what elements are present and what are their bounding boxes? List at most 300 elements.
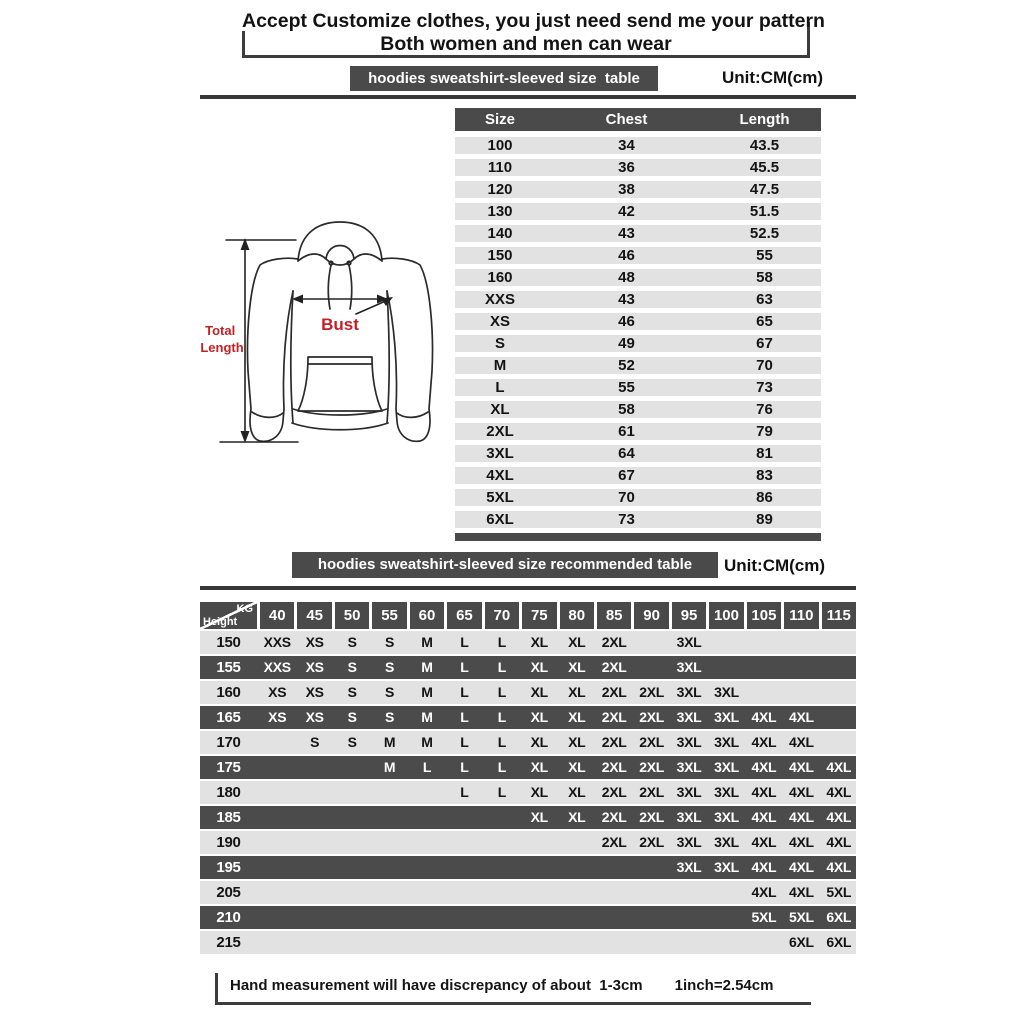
rec-size-cell xyxy=(260,881,294,904)
weight-header-cell: 100 xyxy=(709,602,743,629)
size-table-row xyxy=(455,445,821,462)
rec-size-cell xyxy=(560,856,594,879)
rec-table-row xyxy=(200,731,856,754)
rec-size-cell xyxy=(410,856,444,879)
size-table-cell: 34 xyxy=(618,137,635,154)
size-table-cell: 140 xyxy=(487,225,513,242)
rec-size-cell: XL xyxy=(568,684,586,700)
size-table-cell: 61 xyxy=(618,423,635,440)
rec-size-cell xyxy=(335,906,369,929)
rec-size-cell xyxy=(784,656,818,679)
weight-header-cell: 105 xyxy=(747,602,781,629)
rec-size-cell xyxy=(709,906,743,929)
rec-size-cell: XXS xyxy=(263,634,291,650)
size-table-cell: XS xyxy=(489,313,510,330)
rec-size-cell xyxy=(297,906,331,929)
total-length-label-line2: Length xyxy=(200,340,244,355)
size-table-cell: 43.5 xyxy=(749,137,780,154)
rec-size-cell xyxy=(372,781,406,804)
rec-height-cell: 195 xyxy=(216,859,241,876)
rec-table xyxy=(200,602,856,956)
rec-size-cell xyxy=(410,931,444,954)
rec-size-cell xyxy=(410,906,444,929)
rec-size-cell: XL xyxy=(568,809,586,825)
size-table-cell: 47.5 xyxy=(749,181,780,198)
size-table-cell: 42 xyxy=(618,203,635,220)
rec-size-cell: L xyxy=(497,734,506,750)
rec-table-row xyxy=(200,631,856,654)
size-table-cell: 5XL xyxy=(486,489,514,506)
total-length-label-line1: Total xyxy=(205,323,236,338)
size-table-cell: XXS xyxy=(484,291,515,308)
rec-size-cell: XL xyxy=(568,734,586,750)
rec-table-row xyxy=(200,781,856,804)
rec-height-cell: 175 xyxy=(216,759,241,776)
rec-size-cell: 3XL xyxy=(714,834,739,850)
rec-size-cell xyxy=(447,881,481,904)
size-table-cell: 43 xyxy=(618,291,635,308)
rec-size-cell: 3XL xyxy=(714,709,739,725)
rec-table-row xyxy=(200,806,856,829)
rec-size-cell: 3XL xyxy=(676,659,702,675)
rec-size-cell xyxy=(634,631,668,654)
rec-size-cell: 2XL xyxy=(601,734,627,750)
rec-size-cell: 6XL xyxy=(826,934,852,950)
rec-size-cell: 4XL xyxy=(788,834,814,850)
rec-size-cell: 2XL xyxy=(601,759,627,775)
rec-table-header xyxy=(200,602,856,629)
size-table-cell: 100 xyxy=(487,137,513,154)
rec-table-row xyxy=(200,881,856,904)
rec-size-cell xyxy=(597,906,631,929)
rec-size-cell: 4XL xyxy=(826,834,852,850)
size-table-row xyxy=(455,269,821,286)
rec-table-row xyxy=(200,756,856,779)
rec-size-cell: 2XL xyxy=(639,759,664,775)
rec-size-cell: S xyxy=(347,684,357,700)
size-table-cell: 150 xyxy=(487,247,513,264)
size-table-row xyxy=(455,335,821,352)
size-table-row xyxy=(455,423,821,440)
top-note xyxy=(242,4,825,58)
rec-table-row xyxy=(200,681,856,704)
rec-size-cell: L xyxy=(497,634,506,650)
size-table-cell: 6XL xyxy=(486,511,514,528)
rec-size-cell: 2XL xyxy=(601,684,627,700)
rec-size-cell xyxy=(447,931,481,954)
rec-size-cell: 2XL xyxy=(601,784,627,800)
rec-size-cell: S xyxy=(385,634,395,650)
size-table-cell: 36 xyxy=(618,159,635,176)
weight-header-cell: 70 xyxy=(485,602,519,629)
rec-size-cell xyxy=(372,806,406,829)
rec-size-cell: 5XL xyxy=(788,909,814,925)
rec-size-cell: XS xyxy=(305,684,324,700)
rec-size-cell: 2XL xyxy=(639,684,664,700)
rec-height-cell: 165 xyxy=(216,709,241,726)
rec-size-cell xyxy=(672,931,706,954)
rec-size-cell: 3XL xyxy=(714,859,739,875)
rec-size-cell xyxy=(485,881,519,904)
rec-size-cell: 2XL xyxy=(601,634,627,650)
rec-height-cell: 160 xyxy=(216,684,241,701)
rec-size-cell xyxy=(260,831,294,854)
rec-size-cell xyxy=(372,856,406,879)
rec-size-cell xyxy=(522,856,556,879)
size-table-cell: 110 xyxy=(487,159,513,176)
rec-size-cell xyxy=(634,906,668,929)
rec-size-cell xyxy=(372,931,406,954)
rec-size-cell xyxy=(410,831,444,854)
rec-size-cell: 2XL xyxy=(601,709,627,725)
rec-size-cell: 2XL xyxy=(639,784,664,800)
size-table-header xyxy=(455,108,821,131)
rec-size-cell xyxy=(335,831,369,854)
size-table-cell: 76 xyxy=(756,401,773,418)
rec-size-cell: XL xyxy=(530,784,548,800)
rec-size-cell: L xyxy=(460,734,469,750)
divider-rule-middle xyxy=(200,586,856,590)
rec-size-cell xyxy=(597,931,631,954)
rec-size-cell xyxy=(335,756,369,779)
rec-size-cell: S xyxy=(385,709,395,725)
rec-size-cell xyxy=(260,731,294,754)
rec-table-row xyxy=(200,906,856,929)
rec-size-cell xyxy=(747,631,781,654)
rec-size-cell: 2XL xyxy=(601,809,627,825)
size-table-cell: 48 xyxy=(618,269,635,286)
rec-size-cell xyxy=(297,781,331,804)
rec-size-cell xyxy=(297,756,331,779)
rec-size-cell: 3XL xyxy=(676,684,702,700)
size-table-cell: 67 xyxy=(756,335,773,352)
rec-size-cell: 6XL xyxy=(788,934,814,950)
rec-size-cell: S xyxy=(310,734,320,750)
size-table-cell: 46 xyxy=(618,313,635,330)
rec-size-cell xyxy=(597,856,631,879)
weight-header-cell: 65 xyxy=(447,602,481,629)
size-table-cell: L xyxy=(495,379,505,396)
rec-size-cell: L xyxy=(460,684,469,700)
rec-height-cell: 185 xyxy=(216,809,241,826)
hoodie-pocket xyxy=(298,357,382,411)
rec-size-cell: M xyxy=(421,709,433,725)
size-table-cell: 45.5 xyxy=(749,159,780,176)
size-table-unit-label: Unit:CM(cm) xyxy=(722,68,824,87)
arrowhead-left xyxy=(292,295,303,304)
rec-size-cell xyxy=(709,656,743,679)
rec-size-cell xyxy=(372,831,406,854)
rec-size-cell: 4XL xyxy=(751,809,777,825)
size-table-row xyxy=(455,247,821,264)
rec-size-cell xyxy=(634,931,668,954)
rec-size-cell: L xyxy=(460,634,469,650)
hoodie-right-cuff-line xyxy=(397,412,428,417)
rec-size-cell: L xyxy=(422,759,432,775)
rec-height-cell: 215 xyxy=(216,934,241,951)
rec-size-cell: 3XL xyxy=(676,809,702,825)
rec-size-cell xyxy=(447,856,481,879)
hoodie-left-cuff-line xyxy=(252,412,283,417)
rec-size-cell: XL xyxy=(568,784,586,800)
rec-size-cell xyxy=(709,631,743,654)
size-table-row xyxy=(455,203,821,220)
rec-size-cell: 4XL xyxy=(751,709,777,725)
size-table-cell: 130 xyxy=(487,203,513,220)
size-table-cell: 81 xyxy=(756,445,773,462)
rec-size-cell: 4XL xyxy=(751,734,777,750)
rec-size-cell xyxy=(485,831,519,854)
size-table-cell: 52 xyxy=(618,357,635,374)
rec-size-cell: XL xyxy=(530,734,548,750)
size-table-cell: 3XL xyxy=(486,445,514,462)
rec-size-cell xyxy=(260,906,294,929)
rec-size-cell: 4XL xyxy=(751,859,777,875)
rec-size-cell xyxy=(634,856,668,879)
rec-size-cell xyxy=(522,831,556,854)
rec-size-cell: XL xyxy=(530,759,548,775)
rec-size-cell: 3XL xyxy=(714,684,739,700)
rec-size-cell xyxy=(709,881,743,904)
rec-table-title-bar: hoodies sweatshirt-sleeved size recommended table xyxy=(292,552,718,578)
rec-size-cell: 2XL xyxy=(639,709,664,725)
size-table-cell: 83 xyxy=(756,467,773,484)
weight-header-cell: 45 xyxy=(297,602,331,629)
rec-size-cell: L xyxy=(497,659,506,675)
rec-size-cell xyxy=(709,931,743,954)
rec-table-row xyxy=(200,656,856,679)
rec-size-cell: L xyxy=(460,709,469,725)
rec-size-cell xyxy=(560,906,594,929)
rec-size-cell: XL xyxy=(530,709,548,725)
footer-note: Hand measurement will have discrepancy of about 1-3cm xyxy=(230,977,643,994)
size-table-row xyxy=(455,225,821,242)
rec-size-cell: 4XL xyxy=(826,809,852,825)
rec-size-cell xyxy=(410,781,444,804)
rec-size-cell: 3XL xyxy=(714,759,739,775)
size-table-cell: 58 xyxy=(756,269,773,286)
size-table-cell: 160 xyxy=(487,269,513,286)
rec-size-cell xyxy=(822,656,856,679)
rec-size-cell: S xyxy=(347,634,357,650)
rec-size-cell: 4XL xyxy=(751,834,777,850)
rec-size-cell: 4XL xyxy=(751,759,777,775)
rec-size-cell xyxy=(784,681,818,704)
size-col-size: Size xyxy=(484,111,515,128)
size-table-cell: 43 xyxy=(618,225,635,242)
rec-size-cell: 4XL xyxy=(788,759,814,775)
rec-height-cell: 155 xyxy=(216,659,241,676)
rec-size-cell xyxy=(297,931,331,954)
rec-size-cell xyxy=(597,881,631,904)
rec-size-cell: 3XL xyxy=(676,834,702,850)
rec-table-unit-label: Unit:CM(cm) xyxy=(724,556,826,575)
bust-label: Bust xyxy=(321,315,359,334)
rec-size-cell: 3XL xyxy=(676,634,702,650)
size-table-body xyxy=(455,137,821,528)
size-table-row xyxy=(455,159,821,176)
size-table-row xyxy=(455,467,821,484)
height-label: Height xyxy=(203,616,238,628)
size-col-length: Length xyxy=(739,111,790,128)
rec-size-cell: S xyxy=(385,684,395,700)
rec-size-cell xyxy=(822,681,856,704)
weight-header-cell: 80 xyxy=(560,602,594,629)
rec-size-cell: 3XL xyxy=(714,784,739,800)
kg-label: KG xyxy=(236,603,253,615)
rec-size-cell: XL xyxy=(568,759,586,775)
rec-size-cell xyxy=(410,881,444,904)
rec-height-cell: 170 xyxy=(216,734,241,751)
rec-size-cell: XL xyxy=(530,634,548,650)
weight-header-cell: 85 xyxy=(597,602,631,629)
rec-size-cell: 4XL xyxy=(751,784,777,800)
rec-size-cell xyxy=(522,881,556,904)
weight-header-cell: 75 xyxy=(522,602,556,629)
size-table-cell: XL xyxy=(490,401,510,418)
size-table-cell: 70 xyxy=(756,357,773,374)
weight-header-cell: 40 xyxy=(260,602,294,629)
rec-size-cell: 2XL xyxy=(639,734,664,750)
rec-size-cell: S xyxy=(347,734,357,750)
size-table-cell: 2XL xyxy=(486,423,514,440)
rec-size-cell: 4XL xyxy=(788,734,814,750)
size-table-cell: S xyxy=(494,335,505,352)
size-table-row xyxy=(455,379,821,396)
rec-size-cell xyxy=(747,681,781,704)
rec-size-cell xyxy=(747,931,781,954)
size-table-cell: 55 xyxy=(756,247,773,264)
rec-table-row xyxy=(200,706,856,729)
rec-height-cell: 210 xyxy=(216,909,241,926)
rec-size-cell xyxy=(297,856,331,879)
size-table-cell: 64 xyxy=(618,445,635,462)
rec-size-cell: 4XL xyxy=(788,784,814,800)
rec-size-cell: L xyxy=(460,784,469,800)
weight-header-cell: 115 xyxy=(822,602,856,629)
rec-size-cell: XL xyxy=(530,659,548,675)
size-table-cell: 120 xyxy=(487,181,513,198)
rec-size-cell xyxy=(560,831,594,854)
rec-height-cell: 190 xyxy=(216,834,241,851)
hoodie-hood-inner xyxy=(326,246,354,260)
size-table-row xyxy=(455,291,821,308)
rec-size-cell: XL xyxy=(568,634,586,650)
footer-note-box xyxy=(215,973,811,1005)
rec-size-cell: M xyxy=(421,634,433,650)
size-table-row xyxy=(455,489,821,506)
rec-size-cell: XS xyxy=(305,634,324,650)
hoodie-diagram xyxy=(198,213,448,463)
weight-header-cell: 60 xyxy=(410,602,444,629)
rec-size-cell: XS xyxy=(268,684,287,700)
size-table-cell: 52.5 xyxy=(749,225,780,242)
rec-size-cell xyxy=(822,706,856,729)
rec-table-row xyxy=(200,931,856,954)
size-table-cell: 51.5 xyxy=(749,203,780,220)
rec-size-cell xyxy=(672,881,706,904)
rec-size-cell: L xyxy=(460,659,469,675)
rec-size-cell: 5XL xyxy=(751,909,777,925)
rec-size-cell: L xyxy=(497,684,506,700)
weight-header-cell: 55 xyxy=(372,602,406,629)
rec-size-cell: XS xyxy=(305,659,324,675)
rec-size-cell: S xyxy=(385,659,395,675)
size-table-cell: 38 xyxy=(618,181,635,198)
rec-size-cell: XS xyxy=(305,709,324,725)
size-table xyxy=(455,108,821,541)
rec-size-cell: L xyxy=(460,759,469,775)
rec-size-cell: 2XL xyxy=(639,834,664,850)
rec-size-cell: 4XL xyxy=(751,884,777,900)
size-table-cell: 73 xyxy=(618,511,635,528)
size-table-cell: 65 xyxy=(756,313,773,330)
rec-table-row xyxy=(200,856,856,879)
size-table-cell: 58 xyxy=(618,401,635,418)
rec-size-cell xyxy=(522,931,556,954)
size-table-cell: 79 xyxy=(756,423,773,440)
bust-pointer-line xyxy=(356,300,388,314)
rec-size-cell: M xyxy=(383,734,396,750)
rec-size-cell: L xyxy=(497,759,506,775)
size-table-cell: 63 xyxy=(756,291,773,308)
size-col-chest: Chest xyxy=(605,111,648,128)
rec-size-cell: 4XL xyxy=(826,859,852,875)
rec-size-cell: 2XL xyxy=(601,659,627,675)
size-table-row xyxy=(455,401,821,418)
rec-size-cell: 2XL xyxy=(601,834,627,850)
weight-header-cell: 90 xyxy=(634,602,668,629)
size-table-cell: 86 xyxy=(756,489,773,506)
rec-table-row xyxy=(200,831,856,854)
size-table-row xyxy=(455,511,821,528)
rec-size-cell: M xyxy=(383,759,396,775)
rec-size-cell xyxy=(560,931,594,954)
size-table-cell: 70 xyxy=(618,489,635,506)
rec-size-cell: XS xyxy=(268,709,287,725)
rec-size-cell xyxy=(447,806,481,829)
rec-size-cell: 5XL xyxy=(826,884,852,900)
rec-size-cell: 3XL xyxy=(676,709,702,725)
rec-size-cell xyxy=(372,881,406,904)
rec-size-cell: XL xyxy=(530,809,548,825)
rec-size-cell xyxy=(297,806,331,829)
rec-height-cell: 180 xyxy=(216,784,241,801)
rec-size-cell: S xyxy=(347,709,357,725)
hoodie-hem-bottom xyxy=(292,423,388,430)
rec-size-cell: 3XL xyxy=(676,759,702,775)
rec-size-cell xyxy=(297,831,331,854)
rec-size-cell xyxy=(822,731,856,754)
rec-size-cell: M xyxy=(421,684,433,700)
rec-size-cell xyxy=(784,631,818,654)
size-table-cell: 73 xyxy=(756,379,773,396)
rec-size-cell xyxy=(485,906,519,929)
rec-size-cell: M xyxy=(421,734,433,750)
size-table-cell: 49 xyxy=(618,335,635,352)
hoodie-body-right xyxy=(387,291,389,423)
weight-header-cell: 95 xyxy=(672,602,706,629)
rec-size-cell: L xyxy=(497,784,506,800)
rec-size-cell: L xyxy=(497,709,506,725)
rec-size-cell xyxy=(447,906,481,929)
rec-size-cell xyxy=(485,806,519,829)
rec-size-cell xyxy=(260,756,294,779)
size-table-cell: M xyxy=(493,357,507,374)
size-table-bottom-bar xyxy=(455,533,821,541)
rec-size-cell: 4XL xyxy=(826,759,852,775)
size-table-cell: 4XL xyxy=(486,467,514,484)
